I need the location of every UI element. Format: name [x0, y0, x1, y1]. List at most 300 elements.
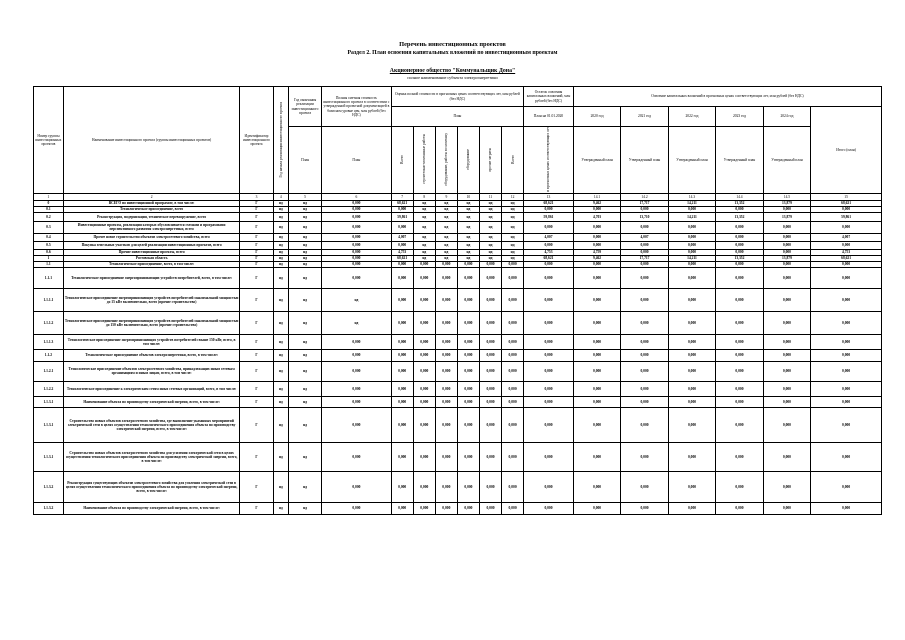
row-cell: 0,000 [524, 361, 574, 381]
row-cell: 0,000 [479, 334, 501, 349]
row-cell: 0,000 [716, 396, 763, 407]
row-cell: Г [240, 212, 273, 221]
row-name: Технологическое присоединение объектов электросетевого хозяйства, принадлежащих иным сетевым организациям и иным лицам, всего, в том числе: [63, 361, 240, 381]
row-cell: 0,000 [457, 361, 479, 381]
row-cell: 0,000 [391, 311, 413, 334]
header-approved-2024: Утвержденный план [763, 127, 810, 194]
header-full-cost: Полная сметная стоимость инвестиционного проекта в соответствии с утвержденной проектной документацией в базисном уровне цен, млн рублей (без НДС) [322, 87, 392, 127]
row-cell: нд [502, 249, 524, 255]
row-cell: 0,000 [435, 381, 457, 396]
row-cell: 0,000 [524, 334, 574, 349]
row-cell: 0,000 [391, 361, 413, 381]
row-cell: 0,000 [479, 442, 501, 471]
row-cell: нд [273, 249, 288, 255]
row-cell: 0,000 [391, 407, 413, 442]
row-number: 1.1.2.1 [34, 361, 64, 381]
header-year-end: Год окончания реализации инвестиционного проекта [289, 87, 322, 127]
header-plan-col: План [289, 127, 322, 194]
row-name: Реконструкция, модернизация, техническое перевооружение, всего [63, 212, 240, 221]
row-cell: нд [413, 221, 435, 233]
row-cell: 0,000 [322, 396, 392, 407]
row-cell: нд [273, 233, 288, 241]
row-cell: 0,000 [573, 502, 620, 514]
table-row [34, 288, 882, 311]
row-cell: 0,000 [668, 396, 715, 407]
row-cell: 0,000 [668, 334, 715, 349]
column-number: 4 [273, 193, 288, 200]
row-cell: 0,000 [322, 442, 392, 471]
row-cell: 0,000 [524, 288, 574, 311]
row-cell: 0,000 [763, 261, 810, 267]
row-cell: 0,000 [573, 361, 620, 381]
row-cell: Г [240, 381, 273, 396]
row-cell: 0,000 [502, 407, 524, 442]
row-cell: нд [289, 407, 322, 442]
row-name: Технологическое присоединение к электрическим сетям иных сетевых организаций, всего, в том числе: [63, 381, 240, 396]
row-cell: 0,000 [763, 396, 810, 407]
row-cell: 0,000 [716, 471, 763, 502]
row-cell: нд [273, 334, 288, 349]
row-name: Строительство новых объектов электросетевого хозяйства, где выполнение указанных мероприятий электрической сети в целях осуществления технологического присоединения объекта по производству электрической энергии, всего, в том числе: [63, 407, 240, 442]
row-cell: 0,000 [811, 241, 882, 249]
row-cell: 0,000 [573, 221, 620, 233]
row-cell: нд [273, 361, 288, 381]
row-cell: 0,000 [322, 200, 392, 206]
column-number: 14.5 [763, 193, 810, 200]
table-row [34, 407, 882, 442]
row-cell: 0,000 [322, 261, 392, 267]
row-cell: 0,000 [524, 407, 574, 442]
row-cell: нд [273, 212, 288, 221]
row-name: ВСЕГО по инвестиционной программе, в том числе: [63, 200, 240, 206]
row-cell: нд [273, 442, 288, 471]
column-number: 14.3 [668, 193, 715, 200]
row-cell: 0,000 [502, 261, 524, 267]
row-cell: 0,000 [435, 334, 457, 349]
row-cell: нд [502, 212, 524, 221]
row-cell: 0,000 [621, 311, 668, 334]
row-cell: 0,000 [502, 334, 524, 349]
row-cell: 0,000 [391, 396, 413, 407]
row-cell: 0,000 [479, 502, 501, 514]
row-cell: 0,000 [763, 249, 810, 255]
row-cell: 0,000 [668, 471, 715, 502]
row-cell: 0,000 [573, 261, 620, 267]
row-cell: 0,000 [716, 249, 763, 255]
row-cell: 0,000 [502, 471, 524, 502]
row-cell: 0,000 [716, 361, 763, 381]
row-number: 0.6 [34, 249, 64, 255]
row-name: Технологическое присоединение, всего [63, 206, 240, 212]
column-number: 15 [811, 193, 882, 200]
row-cell: нд [413, 206, 435, 212]
header-approved-2020: Утвержденный план [573, 127, 620, 194]
row-name: Технологическое присоединение энергопринимающих устройств потребителей максимальной мощностью до 15 кВт включительно, всего (прочие строительство) [63, 288, 240, 311]
row-cell: 0,000 [322, 267, 392, 288]
row-cell: 68,621 [391, 200, 413, 206]
header-approved-2023: Утвержденный план [716, 127, 763, 194]
row-cell: 9,462 [573, 200, 620, 206]
investment-table [33, 86, 882, 515]
row-cell: 0,000 [573, 206, 620, 212]
row-cell: 0,000 [502, 361, 524, 381]
row-name: Технологическое присоединение объектов электроэнергетики, всего, в том числе: [63, 349, 240, 361]
header-year-start: Год начала реализации инвестиционного проекта [273, 87, 288, 194]
row-cell: Г [240, 334, 273, 349]
row-cell: 0,000 [479, 261, 501, 267]
row-cell: нд [273, 288, 288, 311]
row-cell: нд [457, 212, 479, 221]
header-group-total: Оценка полной стоимости в прогнозных ценах соответствующих лет, млн рублей (без НДС) [391, 87, 524, 107]
row-cell: нд [502, 206, 524, 212]
header-plan-on: План на 01.01.2020 [524, 107, 574, 127]
row-cell: нд [322, 311, 392, 334]
row-cell: нд [289, 241, 322, 249]
row-cell: 0,000 [811, 471, 882, 502]
table-row [34, 221, 882, 233]
row-cell: 59,861 [524, 212, 574, 221]
row-cell: 0,000 [524, 261, 574, 267]
row-cell: Г [240, 200, 273, 206]
row-cell: Г [240, 396, 273, 407]
row-cell: 0,000 [435, 502, 457, 514]
row-cell: 13,879 [763, 255, 810, 261]
row-cell: нд [273, 221, 288, 233]
row-cell: 9,462 [573, 255, 620, 261]
row-number: 1.1.1.2 [34, 311, 64, 334]
header-name: Наименование инвестиционного проекта (группы инвестиционных проектов) [63, 87, 240, 194]
row-cell: нд [457, 255, 479, 261]
row-cell: 0,000 [573, 288, 620, 311]
row-cell: 0,000 [322, 349, 392, 361]
header-approved-2022: Утвержденный план [668, 127, 715, 194]
row-cell: 0,000 [716, 349, 763, 361]
row-cell: 0,000 [763, 442, 810, 471]
row-cell: 0,000 [479, 311, 501, 334]
header-2021: 2021 год [621, 107, 668, 127]
row-cell: 0,000 [479, 361, 501, 381]
row-cell: нд [289, 200, 322, 206]
row-cell: 0,000 [621, 334, 668, 349]
row-cell: 0,000 [763, 349, 810, 361]
row-cell: 0,000 [391, 471, 413, 502]
row-cell: 0,000 [524, 221, 574, 233]
row-cell: 0,000 [435, 261, 457, 267]
row-cell: 0,000 [621, 407, 668, 442]
row-number: 1.1.3.2 [34, 502, 64, 514]
row-cell: нд [273, 311, 288, 334]
header-id: Идентификатор инвестиционного проекта [240, 87, 273, 194]
row-number: 1.1.2.2 [34, 381, 64, 396]
row-cell: 0,000 [668, 288, 715, 311]
row-number: 1 [34, 255, 64, 261]
row-number: 1.1.2 [34, 349, 64, 361]
row-cell: 0,000 [322, 221, 392, 233]
row-name: Реконструкция существующих объектов электросетевого хозяйства для усиления электрической сети в целях осуществления технологического присоединения объекта по производству электрической энергии, всего, в том числе: [63, 471, 240, 502]
row-name: Наименование объекта по производству электрической энергии, всего, в том числе: [63, 396, 240, 407]
row-cell: 0,000 [763, 267, 810, 288]
row-cell: 0,000 [763, 381, 810, 396]
row-cell: 0,000 [391, 267, 413, 288]
column-number: 6 [322, 193, 392, 200]
row-cell: 4,007 [524, 233, 574, 241]
row-cell: нд [502, 255, 524, 261]
row-cell: 14,211 [668, 212, 715, 221]
table-row [34, 311, 882, 334]
row-cell: нд [479, 255, 501, 261]
row-cell: нд [289, 442, 322, 471]
column-number: 14.2 [621, 193, 668, 200]
row-cell: 0,000 [573, 381, 620, 396]
row-cell: 14,211 [668, 200, 715, 206]
row-cell: нд [479, 241, 501, 249]
row-name: Строительство новых объектов электросетевого хозяйства для усиления электрической сети в целях осуществления технологического присоединения объекта по производству электрической энергии, всего, в том числе: [63, 442, 240, 471]
row-cell: нд [435, 249, 457, 255]
row-cell: 0,000 [524, 381, 574, 396]
row-cell: нд [457, 233, 479, 241]
row-cell: 17,717 [621, 255, 668, 261]
row-cell: Г [240, 261, 273, 267]
row-cell: 0,000 [322, 334, 392, 349]
row-cell: Г [240, 471, 273, 502]
organization-caption: полное наименование субъекта электроэнергетики [407, 75, 498, 80]
row-cell: 13,352 [716, 255, 763, 261]
row-cell: 0,000 [322, 206, 392, 212]
row-cell: нд [289, 311, 322, 334]
row-cell: 0,000 [763, 206, 810, 212]
row-number: 1.1.1 [34, 267, 64, 288]
row-name: Технологическое присоединение, всего, в том числе: [63, 261, 240, 267]
row-cell: 0,000 [391, 442, 413, 471]
row-cell: нд [457, 200, 479, 206]
row-cell: 0,000 [391, 206, 413, 212]
row-cell: 0,000 [413, 361, 435, 381]
row-cell: 0,000 [668, 407, 715, 442]
row-cell: 0,000 [479, 407, 501, 442]
row-cell: 0,000 [668, 206, 715, 212]
header-total2: Всего [502, 127, 524, 194]
header-pnr: оборудование, работы по монтажу [435, 127, 457, 194]
row-cell: Г [240, 349, 273, 361]
row-cell: нд [289, 502, 322, 514]
header-group-years: Освоение капитальных вложений в прогнозных ценах соответствующих лет, млн рублей (без НДС) [573, 87, 881, 107]
row-cell: 0,000 [763, 311, 810, 334]
row-cell: 0,000 [668, 249, 715, 255]
row-cell: 4,703 [573, 212, 620, 221]
row-cell: 0,000 [811, 381, 882, 396]
column-number: 5 [289, 193, 322, 200]
row-name: Ростовская область [63, 255, 240, 261]
row-cell: 0,000 [457, 471, 479, 502]
row-number: 1.1.1.3 [34, 334, 64, 349]
row-cell: нд [289, 255, 322, 261]
document-title: Перечень инвестиционных проектов [399, 41, 506, 48]
row-cell: 0,000 [811, 206, 882, 212]
row-cell: 0,000 [716, 502, 763, 514]
row-name: Наименование объекта по производству электрической энергии, всего, в том числе: [63, 502, 240, 514]
row-cell: нд [273, 502, 288, 514]
row-cell: 0,000 [479, 396, 501, 407]
row-cell: нд [502, 200, 524, 206]
row-cell: 0,000 [763, 288, 810, 311]
row-cell: нд [273, 255, 288, 261]
row-cell: нд [413, 233, 435, 241]
header-approved-2021: Утвержденный план [621, 127, 668, 194]
row-cell: Г [240, 241, 273, 249]
row-cell: 0,000 [322, 233, 392, 241]
header-in-prices: в прогнозных ценах соответствующих лет [524, 127, 574, 194]
row-cell: 0,000 [524, 471, 574, 502]
row-name: Технологическое присоединение энергопринимающих устройств потребителей, всего, в том числе: [63, 267, 240, 288]
row-cell: 0,000 [763, 221, 810, 233]
row-number: 1.1.3.1 [34, 407, 64, 442]
table-row [34, 349, 882, 361]
row-cell: 0,000 [502, 442, 524, 471]
row-number: 0.2 [34, 212, 64, 221]
row-cell: 0,000 [479, 471, 501, 502]
table-row [34, 502, 882, 514]
row-cell: 13,710 [621, 212, 668, 221]
row-cell: нд [435, 212, 457, 221]
column-number: 12 [502, 193, 524, 200]
row-cell: 0,000 [573, 241, 620, 249]
row-cell: нд [457, 241, 479, 249]
header-group-balance: Остаток освоения капитальных вложений, млн рублей (без НДС) [524, 87, 574, 107]
row-cell: нд [273, 349, 288, 361]
row-cell: Г [240, 249, 273, 255]
row-cell: нд [289, 471, 322, 502]
row-cell: 0,000 [413, 311, 435, 334]
row-cell: 0,000 [668, 261, 715, 267]
row-cell: 0,000 [479, 381, 501, 396]
row-cell: 0,000 [621, 396, 668, 407]
column-number: 9 [435, 193, 457, 200]
table-row [34, 233, 882, 241]
row-cell: 0,000 [573, 471, 620, 502]
row-cell: 0,000 [435, 267, 457, 288]
row-cell: 0,000 [811, 407, 882, 442]
row-cell: нд [289, 349, 322, 361]
row-number: 1.1.3.2 [34, 471, 64, 502]
row-cell: нд [479, 233, 501, 241]
row-cell: 0,000 [391, 502, 413, 514]
row-cell: 0,000 [716, 442, 763, 471]
row-cell: 0,000 [811, 261, 882, 267]
row-cell: 0,000 [457, 407, 479, 442]
column-number: 11 [479, 193, 501, 200]
row-cell: 0,000 [413, 334, 435, 349]
row-cell: нд [289, 221, 322, 233]
row-cell: 0,000 [322, 212, 392, 221]
row-cell: 0,000 [811, 221, 882, 233]
row-cell: нд [273, 241, 288, 249]
row-cell: 0,000 [435, 396, 457, 407]
row-cell: 0,000 [413, 442, 435, 471]
row-cell: 0,000 [716, 381, 763, 396]
row-cell: 0,000 [811, 349, 882, 361]
row-cell: нд [289, 381, 322, 396]
row-cell: Г [240, 221, 273, 233]
column-number: 1 [34, 193, 64, 200]
row-cell: 4,753 [524, 249, 574, 255]
row-cell: 0,000 [621, 241, 668, 249]
row-cell: нд [502, 221, 524, 233]
row-cell: Г [240, 255, 273, 261]
row-cell: Г [240, 442, 273, 471]
row-cell: 0,000 [621, 349, 668, 361]
row-cell: 0,000 [391, 349, 413, 361]
row-cell: 0,000 [763, 407, 810, 442]
table-row [34, 334, 882, 349]
row-cell: нд [289, 396, 322, 407]
row-cell: нд [413, 255, 435, 261]
row-cell: 14,211 [668, 255, 715, 261]
row-number: 1.1.3.1 [34, 396, 64, 407]
row-cell: 0,000 [413, 471, 435, 502]
row-cell: 0,000 [413, 267, 435, 288]
row-cell: 0,000 [573, 349, 620, 361]
header-2020: 2020 год [573, 107, 620, 127]
row-cell: 13,352 [716, 200, 763, 206]
row-cell: 0,000 [716, 206, 763, 212]
row-cell: 0,000 [668, 267, 715, 288]
row-cell: 0,000 [457, 311, 479, 334]
row-cell: 0,000 [457, 502, 479, 514]
row-cell: нд [322, 288, 392, 311]
row-number: 1.1 [34, 261, 64, 267]
row-cell: нд [435, 241, 457, 249]
header-equip: оборудование [457, 127, 479, 194]
row-cell: 0,000 [435, 288, 457, 311]
row-cell: 0,000 [524, 267, 574, 288]
row-cell: 4,753 [811, 249, 882, 255]
row-cell: 0,000 [716, 407, 763, 442]
row-cell: 0,000 [502, 396, 524, 407]
row-cell: нд [502, 233, 524, 241]
row-cell: 0,000 [502, 349, 524, 361]
header-total: Всего [391, 127, 413, 194]
row-cell: нд [502, 241, 524, 249]
row-cell: 0,000 [668, 233, 715, 241]
table-row [34, 241, 882, 249]
row-cell: нд [273, 200, 288, 206]
row-cell: 0,000 [391, 381, 413, 396]
row-cell: Г [240, 288, 273, 311]
row-cell: 0,000 [457, 267, 479, 288]
row-cell: 0,000 [524, 311, 574, 334]
row-cell: нд [479, 212, 501, 221]
row-cell: нд [413, 249, 435, 255]
row-cell: 13,352 [716, 212, 763, 221]
header-other: прочие затраты [479, 127, 501, 194]
row-cell: 0,000 [621, 288, 668, 311]
header-smr: строительно-монтажные работы [413, 127, 435, 194]
row-cell: 0,000 [435, 349, 457, 361]
row-cell: 0,000 [435, 361, 457, 381]
row-number: 0 [34, 200, 64, 206]
row-cell: 0,000 [668, 349, 715, 361]
row-cell: нд [289, 233, 322, 241]
row-cell: Г [240, 407, 273, 442]
row-cell: 0,000 [573, 267, 620, 288]
row-cell: нд [413, 200, 435, 206]
row-cell: 68,621 [524, 255, 574, 261]
row-cell: 0,000 [668, 442, 715, 471]
row-cell: нд [435, 233, 457, 241]
row-cell: 0,000 [621, 261, 668, 267]
row-cell: 0,000 [621, 471, 668, 502]
row-cell: 0,000 [763, 233, 810, 241]
